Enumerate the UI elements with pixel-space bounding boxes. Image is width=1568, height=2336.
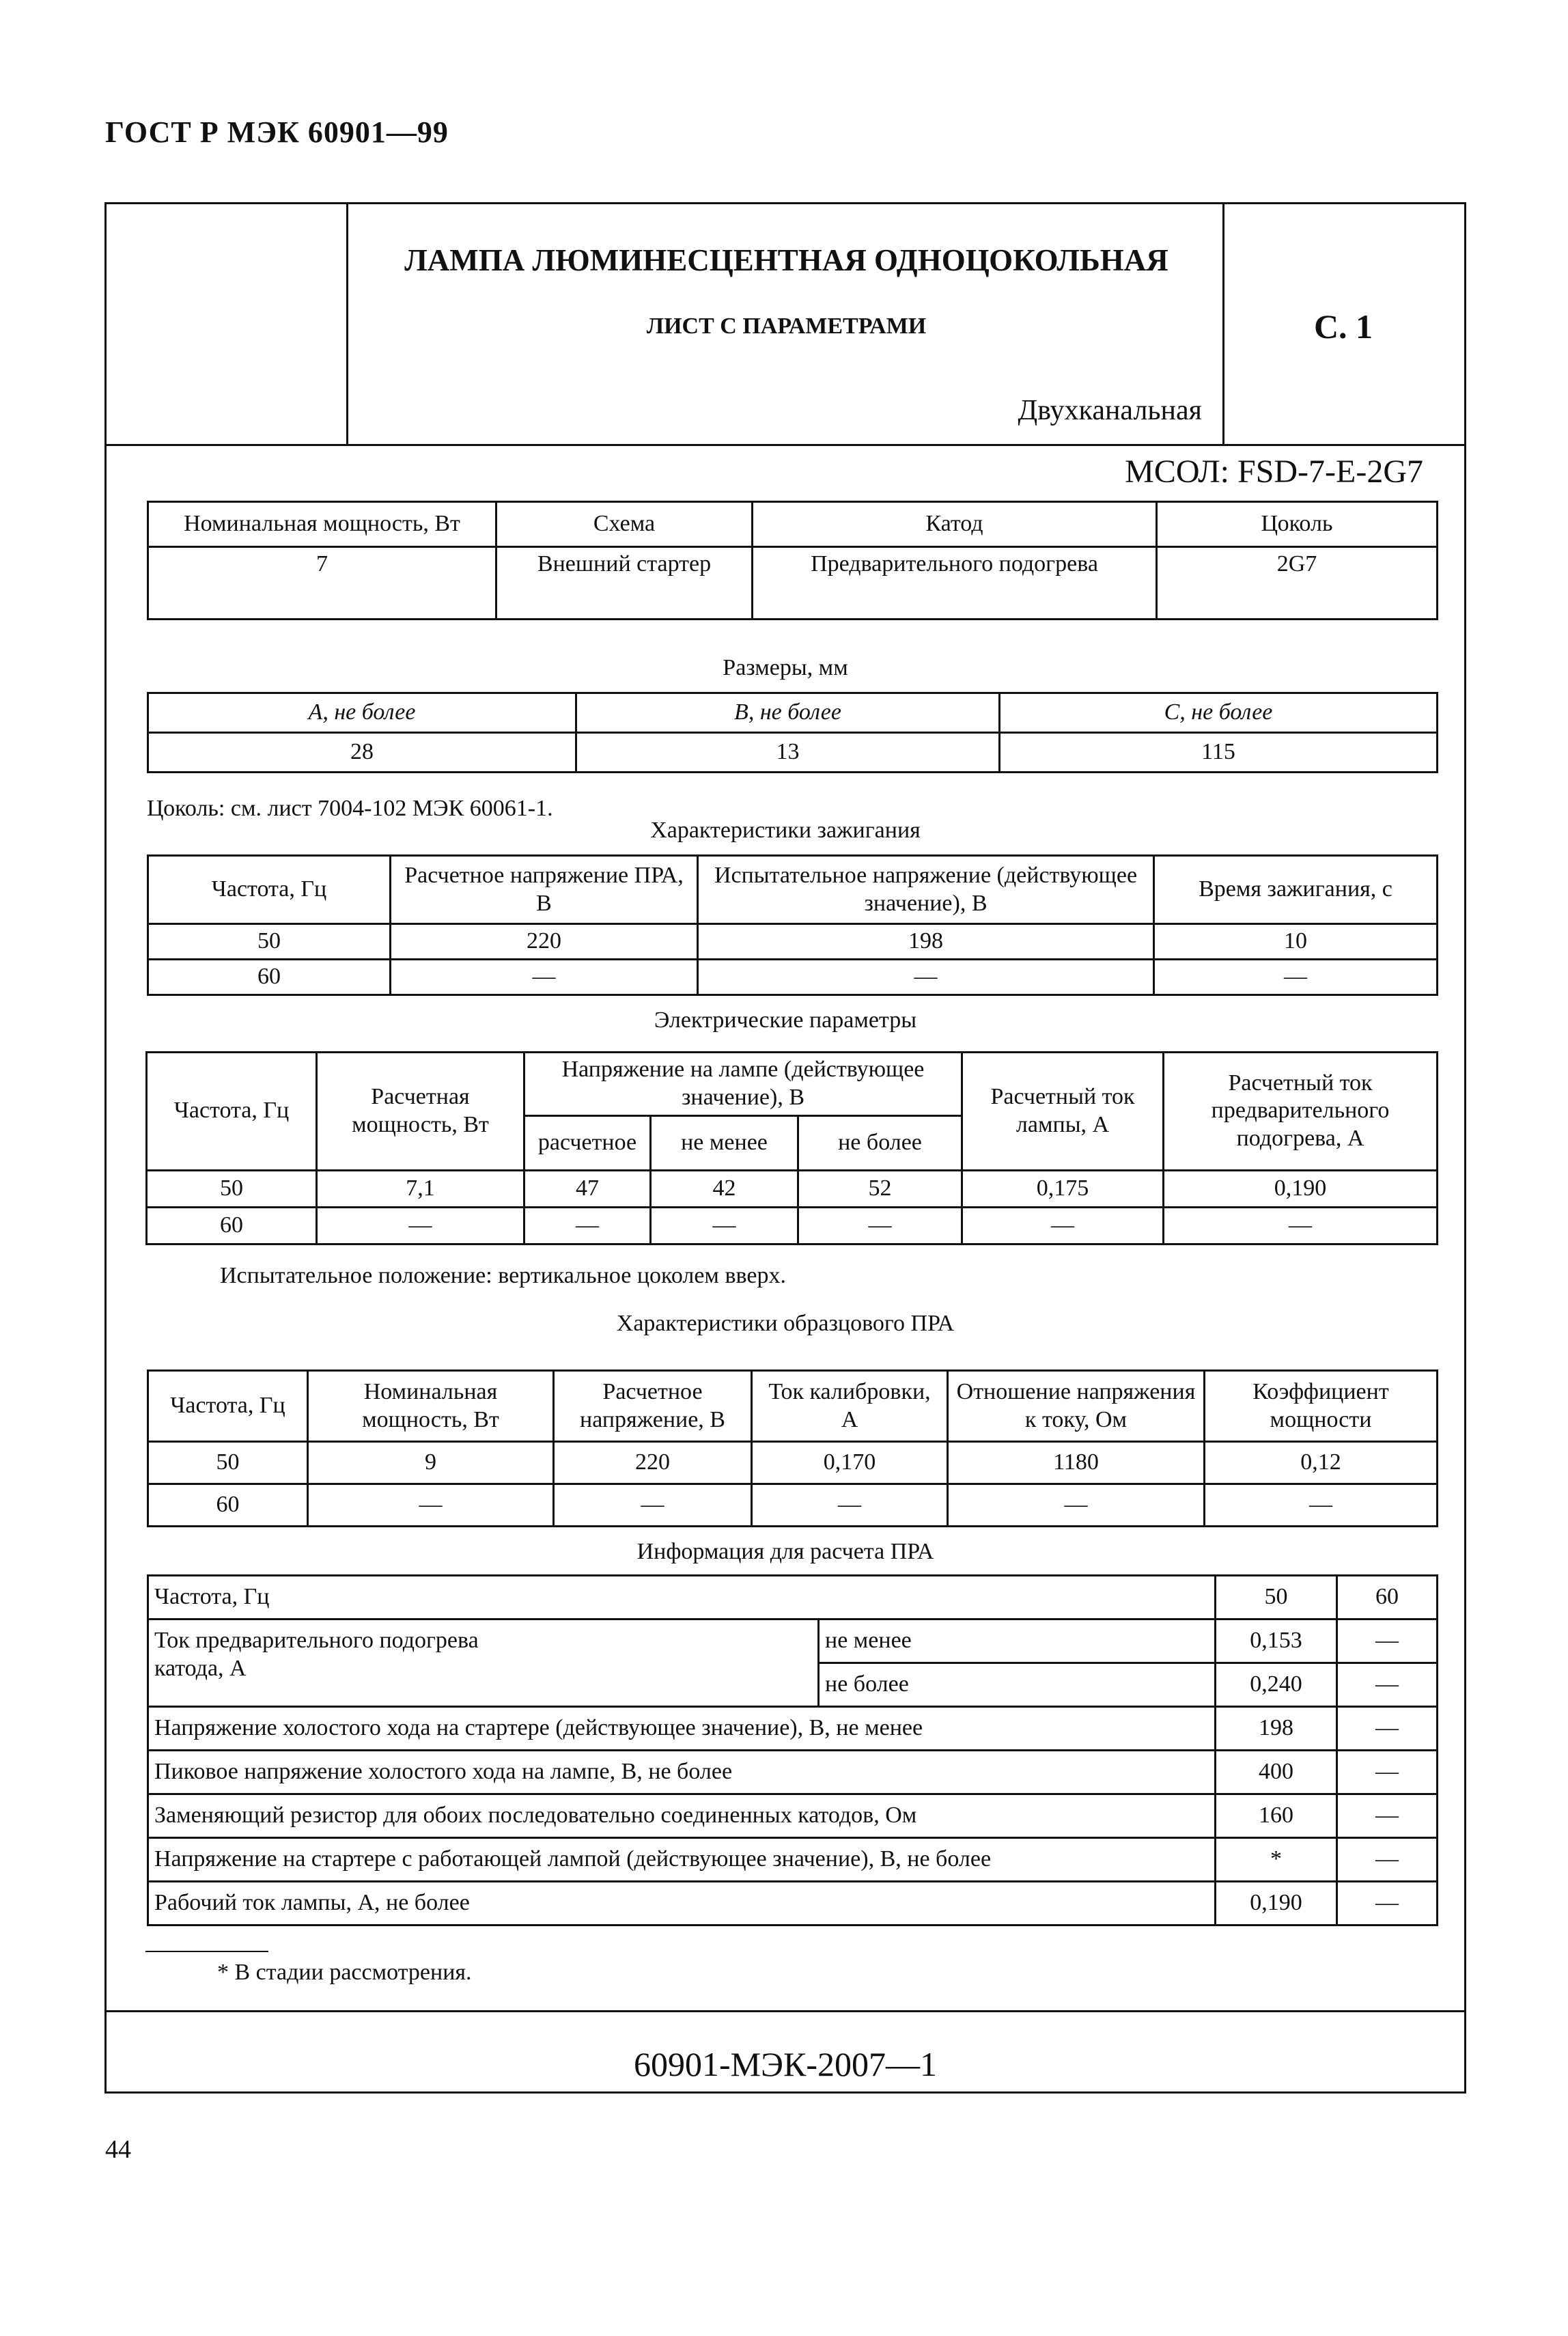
header-cell: не менее bbox=[651, 1115, 798, 1170]
header-cell: Схема bbox=[496, 502, 753, 547]
sheet-page-label: С. 1 bbox=[1313, 307, 1373, 346]
title-block bbox=[107, 204, 1464, 446]
table-cell: — bbox=[1205, 1484, 1438, 1527]
calc-caption: Информация для расчета ПРА bbox=[636, 1539, 934, 1564]
table-cell: — bbox=[317, 1207, 524, 1244]
table-cell: — bbox=[698, 960, 1154, 995]
table-cell: 28 bbox=[148, 733, 576, 773]
header-cell: Расчетное напряжение, В bbox=[554, 1371, 752, 1442]
ignition-caption: Характеристики зажигания bbox=[650, 818, 921, 843]
table-cell: 60 bbox=[148, 1484, 308, 1527]
table-cell: Предварительного подогрева bbox=[753, 547, 1157, 620]
table-cell: не менее bbox=[819, 1619, 1216, 1663]
table-cell: — bbox=[962, 1207, 1164, 1244]
ignition-table bbox=[147, 854, 1438, 996]
table-cell: 1180 bbox=[948, 1442, 1205, 1484]
header-cell: Катод bbox=[753, 502, 1157, 547]
table-cell: 0,190 bbox=[1164, 1170, 1438, 1207]
table-cell: — bbox=[391, 960, 698, 995]
table-cell: — bbox=[948, 1484, 1205, 1527]
table-cell: — bbox=[1337, 1663, 1438, 1707]
table-cell: 0,170 bbox=[752, 1442, 948, 1484]
header-cell: Номинальная мощность, Вт bbox=[308, 1371, 554, 1442]
header-cell: Частота, Гц bbox=[147, 1053, 317, 1171]
table-cell: 7 bbox=[148, 547, 496, 620]
table-cell: 0,175 bbox=[962, 1170, 1164, 1207]
header-cell: A, не более bbox=[148, 693, 576, 733]
table-cell: — bbox=[1337, 1751, 1438, 1794]
header-cell: Номинальная мощность, Вт bbox=[148, 502, 496, 547]
header-cell: Отношение напряжения к току, Ом bbox=[948, 1371, 1205, 1442]
table-cell: — bbox=[1337, 1619, 1438, 1663]
header-cell: Расчетный ток предварительного подогрева, А bbox=[1164, 1053, 1438, 1171]
table-cell: — bbox=[1164, 1207, 1438, 1244]
table-cell: 115 bbox=[1000, 733, 1438, 773]
table-cell: 42 bbox=[651, 1170, 798, 1207]
sheet-code: 60901-МЭК-2007—1 bbox=[633, 2045, 938, 2083]
dimensions-caption: Размеры, мм bbox=[723, 655, 848, 680]
table-cell: 160 bbox=[1216, 1794, 1337, 1838]
table-cell: — bbox=[752, 1484, 948, 1527]
page-number: 44 bbox=[105, 2135, 131, 2164]
header-cell: Коэффициент мощности bbox=[1205, 1371, 1438, 1442]
table-cell: Рабочий ток лампы, А, не более bbox=[148, 1882, 1216, 1925]
table-cell: — bbox=[1337, 1838, 1438, 1882]
table-cell: — bbox=[524, 1207, 651, 1244]
table-cell: 60 bbox=[147, 1207, 317, 1244]
electrical-table bbox=[145, 1051, 1438, 1245]
header-cell: Цоколь bbox=[1157, 502, 1438, 547]
header-cell: B, не более bbox=[576, 693, 1000, 733]
header-cell: Напряжение на лампе (действующее значение), В bbox=[524, 1053, 962, 1116]
table-cell: * bbox=[1216, 1838, 1337, 1882]
table-cell: 60 bbox=[148, 960, 391, 995]
general-table bbox=[147, 501, 1438, 620]
title-block-left-cell bbox=[107, 204, 348, 444]
table-cell: 50 bbox=[147, 1170, 317, 1207]
table-cell: 47 bbox=[524, 1170, 651, 1207]
table-cell: 198 bbox=[698, 924, 1154, 960]
ballast-table bbox=[147, 1369, 1438, 1527]
table-cell: — bbox=[798, 1207, 962, 1244]
test-position-note: Испытательное положение: вертикальное цоколем вверх. bbox=[220, 1263, 786, 1288]
document-header: ГОСТ Р МЭК 60901—99 bbox=[105, 115, 449, 149]
table-cell: 0,190 bbox=[1216, 1882, 1337, 1925]
table-cell: 50 bbox=[1216, 1576, 1337, 1619]
table-cell: — bbox=[651, 1207, 798, 1244]
header-cell: Частота, Гц bbox=[148, 1371, 308, 1442]
sheet-title: ЛАМПА ЛЮМИНЕСЦЕНТНАЯ ОДНОЦОКОЛЬНАЯ bbox=[404, 243, 1168, 277]
base-note: Цоколь: см. лист 7004-102 МЭК 60061-1. bbox=[147, 796, 553, 821]
table-cell: — bbox=[1154, 960, 1438, 995]
table-cell: 0,240 bbox=[1216, 1663, 1337, 1707]
table-cell: — bbox=[554, 1484, 752, 1527]
table-cell: не более bbox=[819, 1663, 1216, 1707]
table-cell: — bbox=[1337, 1707, 1438, 1751]
footnote: * В стадии рассмотрения. bbox=[217, 1960, 472, 1985]
header-cell: расчетное bbox=[524, 1115, 651, 1170]
header-cell: Расчетный ток лампы, А bbox=[962, 1053, 1164, 1171]
header-cell: не более bbox=[798, 1115, 962, 1170]
sheet-variant: Двухканальная bbox=[1018, 395, 1202, 426]
table-cell: 7,1 bbox=[317, 1170, 524, 1207]
parameter-sheet-frame bbox=[104, 202, 1466, 2094]
table-cell: 400 bbox=[1216, 1751, 1337, 1794]
table-cell: 2G7 bbox=[1157, 547, 1438, 620]
ballast-caption: Характеристики образцового ПРА bbox=[616, 1311, 955, 1336]
table-cell: — bbox=[1337, 1882, 1438, 1925]
table-cell: Ток предварительного подогрева катода, А bbox=[148, 1619, 819, 1707]
table-cell: — bbox=[308, 1484, 554, 1527]
calc-table bbox=[147, 1574, 1438, 1926]
dimensions-table bbox=[147, 692, 1438, 773]
table-cell: Напряжение холостого хода на стартере (действующее значение), В, не менее bbox=[148, 1707, 1216, 1751]
table-cell: 60 bbox=[1337, 1576, 1438, 1619]
header-cell: Испытательное напряжение (действующее значение), В bbox=[698, 856, 1154, 924]
footnote-rule bbox=[145, 1951, 268, 1952]
table-cell: Частота, Гц bbox=[148, 1576, 1216, 1619]
footer-divider bbox=[107, 2010, 1464, 2012]
table-cell: 9 bbox=[308, 1442, 554, 1484]
mcol-designation: МСОЛ: FSD-7-E-2G7 bbox=[1125, 454, 1423, 490]
table-cell: Заменяющий резистор для обоих последовательно соединенных катодов, Ом bbox=[148, 1794, 1216, 1838]
header-cell: C, не более bbox=[1000, 693, 1438, 733]
table-cell: 0,153 bbox=[1216, 1619, 1337, 1663]
header-cell: Расчетное напряжение ПРА, В bbox=[391, 856, 698, 924]
table-cell: — bbox=[1337, 1794, 1438, 1838]
header-cell: Расчетная мощность, Вт bbox=[317, 1053, 524, 1171]
table-cell: 50 bbox=[148, 924, 391, 960]
sheet-subtitle: ЛИСТ С ПАРАМЕТРАМИ bbox=[646, 314, 927, 339]
table-cell: Пиковое напряжение холостого хода на лампе, В, не более bbox=[148, 1751, 1216, 1794]
header-cell: Ток калибровки, А bbox=[752, 1371, 948, 1442]
table-cell: 0,12 bbox=[1205, 1442, 1438, 1484]
table-cell: Внешний стартер bbox=[496, 547, 753, 620]
table-cell: 52 bbox=[798, 1170, 962, 1207]
table-cell: 220 bbox=[554, 1442, 752, 1484]
electrical-caption: Электрические параметры bbox=[654, 1007, 917, 1033]
table-cell: 220 bbox=[391, 924, 698, 960]
header-cell: Время зажигания, с bbox=[1154, 856, 1438, 924]
table-cell: 50 bbox=[148, 1442, 308, 1484]
header-cell: Частота, Гц bbox=[148, 856, 391, 924]
table-cell: Напряжение на стартере с работающей лампой (действующее значение), В, не более bbox=[148, 1838, 1216, 1882]
table-cell: 13 bbox=[576, 733, 1000, 773]
table-cell: 198 bbox=[1216, 1707, 1337, 1751]
table-cell: 10 bbox=[1154, 924, 1438, 960]
